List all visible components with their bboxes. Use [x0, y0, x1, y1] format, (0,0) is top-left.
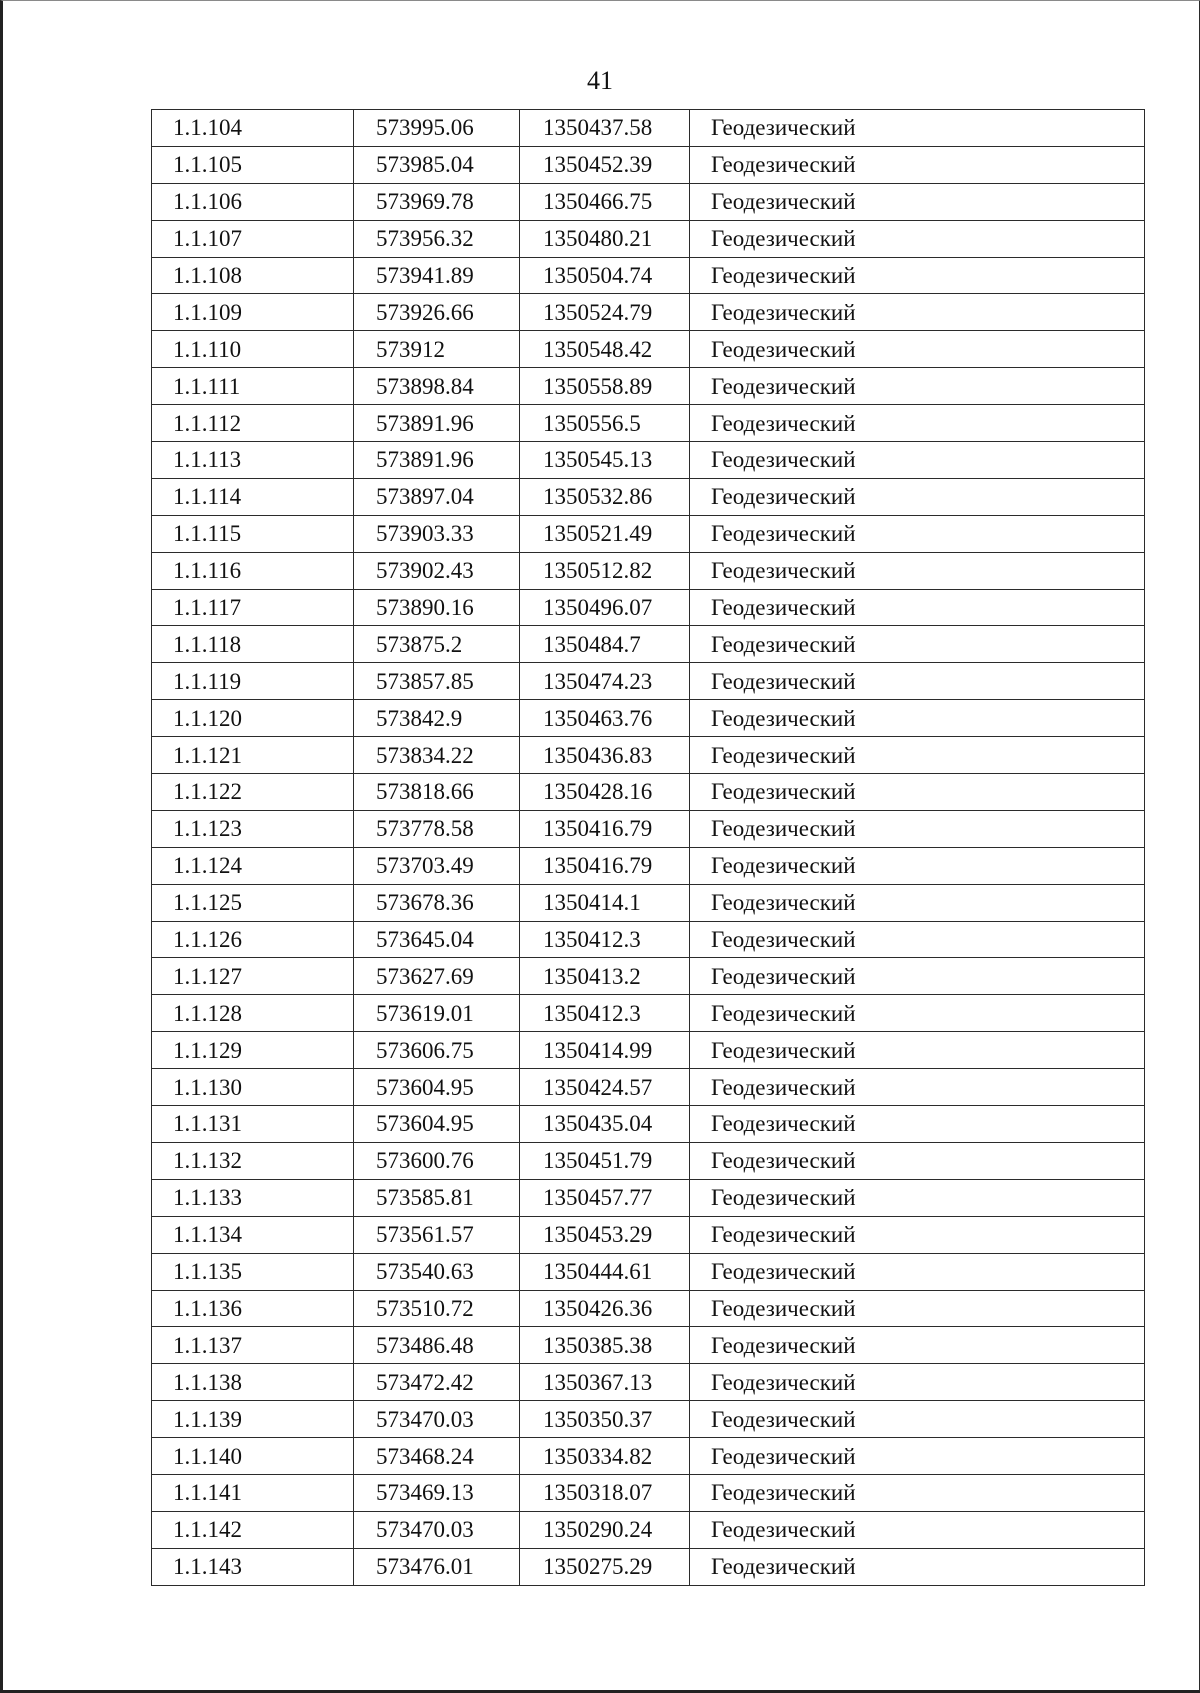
coordinate-y-cell: 1350558.89 [520, 368, 690, 405]
point-number-cell: 1.1.110 [152, 331, 354, 368]
table-row [152, 1253, 1145, 1290]
table-row [152, 700, 1145, 737]
coordinate-y-cell: 1350463.76 [520, 700, 690, 737]
coordinate-x-cell: 573875.2 [354, 626, 520, 663]
coordinate-x-cell: 573540.63 [354, 1253, 520, 1290]
point-number-cell: 1.1.127 [152, 958, 354, 995]
point-number-cell: 1.1.138 [152, 1364, 354, 1401]
determination-method-cell: Геодезический [690, 1253, 1145, 1290]
table-row [152, 331, 1145, 368]
coordinate-x-cell: 573857.85 [354, 663, 520, 700]
coordinate-y-cell: 1350474.23 [520, 663, 690, 700]
point-number-cell: 1.1.135 [152, 1253, 354, 1290]
determination-method-cell: Геодезический [690, 110, 1145, 147]
coordinate-x-cell: 573510.72 [354, 1290, 520, 1327]
coordinate-y-cell: 1350414.1 [520, 884, 690, 921]
coordinate-y-cell: 1350436.83 [520, 737, 690, 774]
point-number-cell: 1.1.104 [152, 110, 354, 147]
table-row [152, 995, 1145, 1032]
coordinate-y-cell: 1350545.13 [520, 442, 690, 479]
determination-method-cell: Геодезический [690, 1511, 1145, 1548]
coordinate-x-cell: 573468.24 [354, 1438, 520, 1475]
coordinate-x-cell: 573891.96 [354, 405, 520, 442]
point-number-cell: 1.1.143 [152, 1548, 354, 1585]
table-row [152, 1179, 1145, 1216]
table-row [152, 847, 1145, 884]
coordinate-y-cell: 1350290.24 [520, 1511, 690, 1548]
point-number-cell: 1.1.112 [152, 405, 354, 442]
table-row [152, 220, 1145, 257]
determination-method-cell: Геодезический [690, 1106, 1145, 1143]
table-row [152, 183, 1145, 220]
point-number-cell: 1.1.139 [152, 1401, 354, 1438]
point-number-cell: 1.1.106 [152, 183, 354, 220]
table-row [152, 1474, 1145, 1511]
coordinate-x-cell: 573476.01 [354, 1548, 520, 1585]
determination-method-cell: Геодезический [690, 478, 1145, 515]
determination-method-cell: Геодезический [690, 1548, 1145, 1585]
coordinate-y-cell: 1350451.79 [520, 1142, 690, 1179]
coordinate-x-cell: 573941.89 [354, 257, 520, 294]
table-row [152, 1290, 1145, 1327]
table-row [152, 405, 1145, 442]
coordinate-x-cell: 573890.16 [354, 589, 520, 626]
determination-method-cell: Геодезический [690, 958, 1145, 995]
table-row [152, 478, 1145, 515]
coordinate-y-cell: 1350426.36 [520, 1290, 690, 1327]
determination-method-cell: Геодезический [690, 331, 1145, 368]
coordinate-y-cell: 1350416.79 [520, 847, 690, 884]
coordinate-y-cell: 1350452.39 [520, 146, 690, 183]
coordinate-y-cell: 1350413.2 [520, 958, 690, 995]
coordinate-x-cell: 573898.84 [354, 368, 520, 405]
coordinate-y-cell: 1350424.57 [520, 1069, 690, 1106]
coordinate-x-cell: 573834.22 [354, 737, 520, 774]
coordinate-y-cell: 1350444.61 [520, 1253, 690, 1290]
table-row [152, 1032, 1145, 1069]
coordinate-x-cell: 573956.32 [354, 220, 520, 257]
determination-method-cell: Геодезический [690, 1401, 1145, 1438]
coordinate-y-cell: 1350412.3 [520, 921, 690, 958]
point-number-cell: 1.1.140 [152, 1438, 354, 1475]
determination-method-cell: Геодезический [690, 995, 1145, 1032]
table-row [152, 1511, 1145, 1548]
determination-method-cell: Геодезический [690, 737, 1145, 774]
determination-method-cell: Геодезический [690, 626, 1145, 663]
coordinate-x-cell: 573619.01 [354, 995, 520, 1032]
coordinate-y-cell: 1350437.58 [520, 110, 690, 147]
coordinate-y-cell: 1350556.5 [520, 405, 690, 442]
coordinate-x-cell: 573897.04 [354, 478, 520, 515]
table-row [152, 1401, 1145, 1438]
point-number-cell: 1.1.126 [152, 921, 354, 958]
coordinate-x-cell: 573926.66 [354, 294, 520, 331]
point-number-cell: 1.1.114 [152, 478, 354, 515]
determination-method-cell: Геодезический [690, 368, 1145, 405]
coordinate-x-cell: 573995.06 [354, 110, 520, 147]
point-number-cell: 1.1.122 [152, 774, 354, 811]
determination-method-cell: Геодезический [690, 146, 1145, 183]
point-number-cell: 1.1.119 [152, 663, 354, 700]
coordinate-x-cell: 573778.58 [354, 810, 520, 847]
point-number-cell: 1.1.109 [152, 294, 354, 331]
table-row [152, 589, 1145, 626]
table-row [152, 1106, 1145, 1143]
determination-method-cell: Геодезический [690, 442, 1145, 479]
table-row [152, 884, 1145, 921]
table-row [152, 110, 1145, 147]
coordinate-x-cell: 573842.9 [354, 700, 520, 737]
coordinates-table [151, 109, 1145, 1586]
coordinate-x-cell: 573604.95 [354, 1069, 520, 1106]
determination-method-cell: Геодезический [690, 552, 1145, 589]
table-row [152, 1438, 1145, 1475]
determination-method-cell: Геодезический [690, 183, 1145, 220]
point-number-cell: 1.1.116 [152, 552, 354, 589]
determination-method-cell: Геодезический [690, 1474, 1145, 1511]
coordinate-y-cell: 1350521.49 [520, 515, 690, 552]
coordinate-y-cell: 1350334.82 [520, 1438, 690, 1475]
determination-method-cell: Геодезический [690, 1142, 1145, 1179]
coordinate-x-cell: 573604.95 [354, 1106, 520, 1143]
determination-method-cell: Геодезический [690, 663, 1145, 700]
table-row [152, 1216, 1145, 1253]
table-row [152, 294, 1145, 331]
point-number-cell: 1.1.129 [152, 1032, 354, 1069]
point-number-cell: 1.1.107 [152, 220, 354, 257]
coordinate-x-cell: 573561.57 [354, 1216, 520, 1253]
coordinate-y-cell: 1350367.13 [520, 1364, 690, 1401]
point-number-cell: 1.1.113 [152, 442, 354, 479]
coordinate-y-cell: 1350435.04 [520, 1106, 690, 1143]
determination-method-cell: Геодезический [690, 515, 1145, 552]
determination-method-cell: Геодезический [690, 921, 1145, 958]
table-row [152, 1364, 1145, 1401]
table-row [152, 921, 1145, 958]
determination-method-cell: Геодезический [690, 1327, 1145, 1364]
determination-method-cell: Геодезический [690, 1032, 1145, 1069]
table-row [152, 1548, 1145, 1585]
point-number-cell: 1.1.115 [152, 515, 354, 552]
coordinate-x-cell: 573703.49 [354, 847, 520, 884]
coordinate-y-cell: 1350512.82 [520, 552, 690, 589]
table-row [152, 626, 1145, 663]
determination-method-cell: Геодезический [690, 847, 1145, 884]
determination-method-cell: Геодезический [690, 810, 1145, 847]
coordinate-y-cell: 1350275.29 [520, 1548, 690, 1585]
determination-method-cell: Геодезический [690, 294, 1145, 331]
coordinates-table-body [152, 110, 1145, 1586]
determination-method-cell: Геодезический [690, 220, 1145, 257]
determination-method-cell: Геодезический [690, 1438, 1145, 1475]
coordinate-y-cell: 1350414.99 [520, 1032, 690, 1069]
table-row [152, 552, 1145, 589]
determination-method-cell: Геодезический [690, 774, 1145, 811]
coordinate-x-cell: 573600.76 [354, 1142, 520, 1179]
coordinate-x-cell: 573902.43 [354, 552, 520, 589]
table-row [152, 1142, 1145, 1179]
point-number-cell: 1.1.130 [152, 1069, 354, 1106]
coordinate-y-cell: 1350416.79 [520, 810, 690, 847]
coordinate-y-cell: 1350532.86 [520, 478, 690, 515]
table-row [152, 737, 1145, 774]
point-number-cell: 1.1.117 [152, 589, 354, 626]
determination-method-cell: Геодезический [690, 884, 1145, 921]
coordinate-y-cell: 1350385.38 [520, 1327, 690, 1364]
point-number-cell: 1.1.136 [152, 1290, 354, 1327]
table-row [152, 958, 1145, 995]
determination-method-cell: Геодезический [690, 1216, 1145, 1253]
coordinate-x-cell: 573469.13 [354, 1474, 520, 1511]
point-number-cell: 1.1.118 [152, 626, 354, 663]
coordinate-x-cell: 573627.69 [354, 958, 520, 995]
page-number: 41 [587, 66, 613, 95]
determination-method-cell: Геодезический [690, 1290, 1145, 1327]
table-row [152, 257, 1145, 294]
point-number-cell: 1.1.133 [152, 1179, 354, 1216]
coordinate-y-cell: 1350453.29 [520, 1216, 690, 1253]
table-row [152, 663, 1145, 700]
table-row [152, 515, 1145, 552]
coordinate-y-cell: 1350496.07 [520, 589, 690, 626]
coordinate-x-cell: 573606.75 [354, 1032, 520, 1069]
coordinate-x-cell: 573969.78 [354, 183, 520, 220]
point-number-cell: 1.1.124 [152, 847, 354, 884]
point-number-cell: 1.1.125 [152, 884, 354, 921]
point-number-cell: 1.1.132 [152, 1142, 354, 1179]
point-number-cell: 1.1.128 [152, 995, 354, 1032]
point-number-cell: 1.1.108 [152, 257, 354, 294]
determination-method-cell: Геодезический [690, 1179, 1145, 1216]
coordinate-y-cell: 1350480.21 [520, 220, 690, 257]
table-row [152, 1069, 1145, 1106]
point-number-cell: 1.1.120 [152, 700, 354, 737]
coordinate-x-cell: 573818.66 [354, 774, 520, 811]
coordinate-y-cell: 1350548.42 [520, 331, 690, 368]
coordinate-y-cell: 1350466.75 [520, 183, 690, 220]
coordinate-x-cell: 573891.96 [354, 442, 520, 479]
point-number-cell: 1.1.105 [152, 146, 354, 183]
table-row [152, 368, 1145, 405]
determination-method-cell: Геодезический [690, 1069, 1145, 1106]
determination-method-cell: Геодезический [690, 700, 1145, 737]
coordinate-x-cell: 573486.48 [354, 1327, 520, 1364]
table-row [152, 442, 1145, 479]
determination-method-cell: Геодезический [690, 405, 1145, 442]
coordinate-y-cell: 1350457.77 [520, 1179, 690, 1216]
point-number-cell: 1.1.141 [152, 1474, 354, 1511]
point-number-cell: 1.1.131 [152, 1106, 354, 1143]
point-number-cell: 1.1.134 [152, 1216, 354, 1253]
coordinate-y-cell: 1350318.07 [520, 1474, 690, 1511]
coordinate-x-cell: 573903.33 [354, 515, 520, 552]
coordinate-x-cell: 573472.42 [354, 1364, 520, 1401]
point-number-cell: 1.1.121 [152, 737, 354, 774]
coordinate-x-cell: 573470.03 [354, 1511, 520, 1548]
point-number-cell: 1.1.142 [152, 1511, 354, 1548]
point-number-cell: 1.1.137 [152, 1327, 354, 1364]
coordinate-y-cell: 1350350.37 [520, 1401, 690, 1438]
coordinate-x-cell: 573678.36 [354, 884, 520, 921]
coordinate-x-cell: 573470.03 [354, 1401, 520, 1438]
coordinate-y-cell: 1350412.3 [520, 995, 690, 1032]
coordinate-x-cell: 573585.81 [354, 1179, 520, 1216]
determination-method-cell: Геодезический [690, 589, 1145, 626]
coordinate-y-cell: 1350484.7 [520, 626, 690, 663]
point-number-cell: 1.1.123 [152, 810, 354, 847]
determination-method-cell: Геодезический [690, 1364, 1145, 1401]
coordinate-x-cell: 573985.04 [354, 146, 520, 183]
point-number-cell: 1.1.111 [152, 368, 354, 405]
determination-method-cell: Геодезический [690, 257, 1145, 294]
coordinate-y-cell: 1350428.16 [520, 774, 690, 811]
table-row [152, 146, 1145, 183]
table-row [152, 774, 1145, 811]
coordinate-y-cell: 1350504.74 [520, 257, 690, 294]
coordinate-x-cell: 573645.04 [354, 921, 520, 958]
coordinate-y-cell: 1350524.79 [520, 294, 690, 331]
table-row [152, 1327, 1145, 1364]
table-row [152, 810, 1145, 847]
coordinate-x-cell: 573912 [354, 331, 520, 368]
